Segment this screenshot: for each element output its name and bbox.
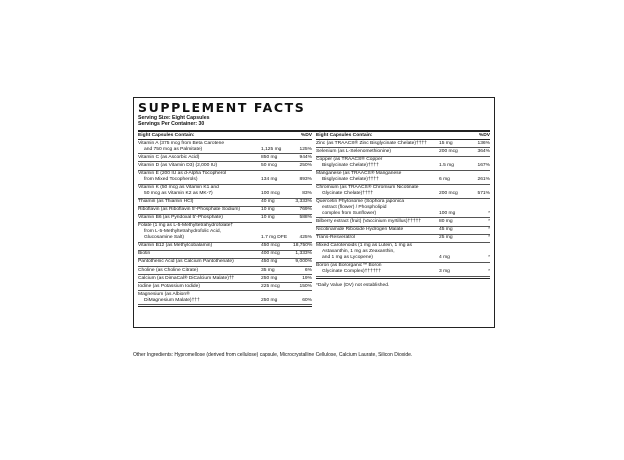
nutrient-row [138,140,312,154]
supplement-facts-panel [133,97,495,328]
nutrient-dv: * [488,227,490,233]
nutrient-amount: 250 mg [261,275,278,281]
nutrient-name-line: Bisglycinate Chelate)†††† [322,177,379,182]
header-dv: %DV [478,132,490,138]
nutrient-amount: 35 mg [261,267,275,273]
nutrient-amount: 45 mg [439,227,453,233]
nutrient-amount: 10 mg [261,207,275,213]
nutrient-row [138,207,312,215]
nutrient-name-line: Vitamin E (200 IU as d-Alpha Tocopherol [138,171,227,177]
nutrient-dv: 1,333% [295,251,312,257]
nutrient-name-line: Nicotinamide Riboside Hydrogen Malate [316,227,404,233]
nutrient-dv: 364% [477,149,490,154]
nutrient-row [138,243,312,251]
nutrient-dv: * [488,210,490,216]
nutrient-amount: 100 mcg [261,191,280,196]
nutrient-name-line: Vitamin K (50 mcg as Vitamin K1 and [138,185,219,191]
nutrient-name [138,284,261,290]
nutrient-amount: 850 mg [261,154,278,160]
nutrient-amount: 450 mcg [261,243,280,249]
nutrient-row [138,267,312,275]
facts-columns [138,132,490,307]
nutrient-name-line: Trans-Resveratrol [316,235,355,241]
nutrient-dv: 893% [299,177,312,182]
nutrient-name-line: DiMagnesium Malate)††† [144,297,200,303]
nutrient-dv: * [488,219,490,224]
nutrient-row [138,215,312,223]
nutrient-name [316,141,439,147]
nutrient-amount: 134 mg [261,177,278,182]
nutrient-name-line: Magnesium (as Albion® [138,291,190,297]
nutrient-name [138,207,261,213]
left-column [138,132,312,307]
nutrient-name [138,199,261,205]
nutrient-amount: 200 mcg [439,149,458,154]
nutrient-dv: 136% [477,140,490,146]
other-ingredients: Other Ingredients: Hypromellose (derived from cellulose) capsule, Microcrystalline Cellulose, Calcium Laurate, Silicon Dioxide. [133,352,413,358]
nutrient-dv: 425% [299,235,312,241]
nutrient-name-line: Folate (1 mg as L-5-Methyltetrahydrofolate† [138,223,234,229]
nutrient-row [138,171,312,185]
nutrient-name [138,223,261,241]
nutrient-name-line: Zinc (as TRAACS® Zinc Bisglycinate Chelate)†††† [316,140,427,146]
nutrient-name-line: Manganese (as TRAACS® Manganese [316,171,402,177]
nutrient-amount: 1.7 mg DFE [261,235,288,241]
nutrient-row [316,235,490,243]
nutrient-amount: 1.5 mg [439,163,454,168]
nutrient-dv: 261% [477,177,490,182]
nutrient-name [316,157,439,169]
nutrient-name-line: Biotin [138,251,151,257]
nutrient-row [316,157,490,171]
nutrient-name [138,259,261,265]
nutrient-name-line: from Mixed Tocopherols) [144,177,198,182]
nutrient-name [138,251,261,257]
nutrient-name [138,141,261,153]
nutrient-name-line: Thiamin (as Thiamin HCl) [138,199,194,205]
nutrient-row [138,185,312,199]
nutrient-dv: 944% [299,154,312,160]
nutrient-amount: 25 mg [439,235,453,241]
nutrient-name [316,199,439,217]
nutrient-row [316,227,490,235]
nutrient-amount: 1,125 mg [261,146,282,152]
nutrient-amount: 4 mg [439,255,450,261]
nutrient-row [316,185,490,199]
nutrient-name-line: and 750 mcg as Palmitate) [144,146,203,152]
nutrient-name [138,276,261,282]
nutrient-amount: 15 mg [439,140,453,146]
nutrient-name [316,235,439,241]
nutrient-name-line: Glycinate Chelate)†††† [322,191,374,196]
panel-title: SUPPLEMENT FACTS [138,100,306,115]
nutrient-row [316,148,490,156]
nutrient-name-line: extract (flower) / Phospholipid [322,205,387,210]
nutrient-name-line: 50 mcg as Vitamin K2 as MK-7) [144,191,213,196]
nutrient-name [138,292,261,304]
nutrient-name-line: Quercetin Phytosome (Sophora japonica [316,199,405,205]
nutrient-dv: 588% [299,215,312,221]
nutrient-name [316,263,439,275]
right-column [316,132,490,307]
nutrient-name-line: Mixed Carotenoids (1 mg as Lutein, 1 mg as [316,243,412,249]
nutrient-name-line: Riboflavin (as Riboflavin 5'-Phosphate Sodium) [138,207,241,213]
nutrient-row [138,199,312,207]
nutrient-dv: 150% [299,283,312,289]
nutrient-name [138,163,261,169]
nutrient-name-line: Bilberry extract (fruit) (Vaccinium myrtillus)††††† [316,219,422,224]
nutrient-name-line: Vitamin A (375 mcg from Beta Carotene [138,140,225,146]
nutrient-amount: 450 mg [261,259,278,265]
nutrient-row [138,251,312,259]
nutrient-dv: 167% [477,163,490,168]
nutrient-name [138,185,261,197]
nutrient-name [316,185,439,197]
nutrient-name-line: Vitamin D (as Vitamin D3) (2,000 IU) [138,163,218,168]
nutrient-dv: 18,750% [293,243,313,249]
nutrient-name [138,268,261,274]
nutrient-amount: 3 mg [439,269,450,275]
nutrient-amount: 250 mg [261,297,278,303]
servings-per-container: Servings Per Container: 30 [138,121,205,128]
nutrient-name [138,243,261,249]
nutrient-dv: 769% [299,207,312,213]
nutrient-dv: 250% [299,163,312,168]
nutrient-amount: 225 mcg [261,283,280,289]
nutrient-name-line: Vitamin C (as Ascorbic Acid) [138,154,200,160]
nutrient-name-line: Astaxanthin, 1 mg as Zeaxanthin, [322,249,395,255]
nutrient-row [316,218,490,226]
nutrient-name-line: Vitamin B12 (as Methylcobalamin) [138,243,213,249]
nutrient-name-line: Bisglycinate Chelate)†††† [322,163,379,168]
nutrient-row [316,140,490,148]
nutrient-row [316,263,490,277]
nutrient-row [138,154,312,162]
nutrient-name-line: Chromium (as TRAACS® Chromium Nicotinate [316,185,419,191]
nutrient-dv: 19% [302,275,312,281]
nutrient-name [316,243,439,261]
dv-footnote: *Daily Value (DV) not established. [316,282,390,288]
nutrient-name-line: Boron (as Bororganic™ Boron [316,263,382,269]
nutrient-dv: 9,000% [295,259,312,265]
nutrient-name [138,171,261,183]
nutrient-row [138,291,312,305]
nutrient-dv: 6% [304,267,312,273]
nutrient-name [138,155,261,161]
nutrient-name-line: Copper (as TRAACS® Copper [316,157,383,163]
nutrient-row [138,275,312,283]
nutrient-name-line: Selenium (as L-Selenomethionine) [316,149,392,154]
nutrient-name [316,171,439,183]
nutrient-row [138,283,312,291]
nutrient-amount: 200 mcg [439,191,458,196]
nutrient-row [316,243,490,263]
nutrient-name-line: Calcium (as DimaCal® DiCalcium Malate)†† [138,275,235,281]
nutrient-name-line: Pantothenic Acid (as Calcium Pantothenate) [138,259,234,265]
nutrient-amount: 6 mg [439,177,450,182]
nutrient-row [316,171,490,185]
nutrient-dv: 60% [302,297,312,303]
nutrient-dv: 83% [302,191,312,196]
nutrient-amount: 40 mg [261,199,275,205]
nutrient-amount: 10 mg [261,215,275,221]
nutrient-dv: * [488,235,490,241]
nutrient-name [316,227,439,233]
header-label: Eight Capsules Contain: [138,132,195,138]
header-dv: %DV [300,132,312,138]
nutrient-dv: * [488,255,490,261]
nutrient-dv: 125% [299,146,312,152]
nutrient-name [138,215,261,221]
nutrient-row [138,162,312,170]
nutrient-amount: 80 mg [439,219,453,224]
nutrient-name-line: Glycinate Complex)†††††† [322,269,381,275]
nutrient-amount: 50 mcg [261,163,278,168]
column-header [138,132,312,141]
nutrient-amount: 100 mg [439,210,456,216]
nutrient-name-line: complex from Sunflower) [322,210,377,216]
nutrient-name-line: Vitamin B6 (as Pyridoxal 5'-Phosphate) [138,215,223,221]
nutrient-dv: 3,333% [295,199,312,205]
nutrient-name [316,219,439,225]
nutrient-dv: 571% [477,191,490,196]
nutrient-name-line: Iodine (as Potassium Iodide) [138,283,200,289]
nutrient-name-line: and 1 mg as Lycopene) [322,255,373,261]
serving-size: Serving Size: Eight Capsules [138,115,210,121]
nutrient-name-line: Glucosamine Salt) [144,235,184,241]
nutrient-row [138,259,312,267]
end-rule [138,306,312,307]
nutrient-name-line: from L-5-Methyltetrahydrofolic Acid, [144,229,221,235]
nutrient-name [316,149,439,155]
nutrient-row [316,199,490,219]
nutrient-dv: * [488,269,490,275]
nutrient-amount: 400 mcg [261,251,280,257]
nutrient-name-line: Choline (as Choline Citrate) [138,267,199,273]
column-header [316,132,490,141]
header-label: Eight Capsules Contain: [316,132,373,138]
nutrient-row [138,223,312,243]
